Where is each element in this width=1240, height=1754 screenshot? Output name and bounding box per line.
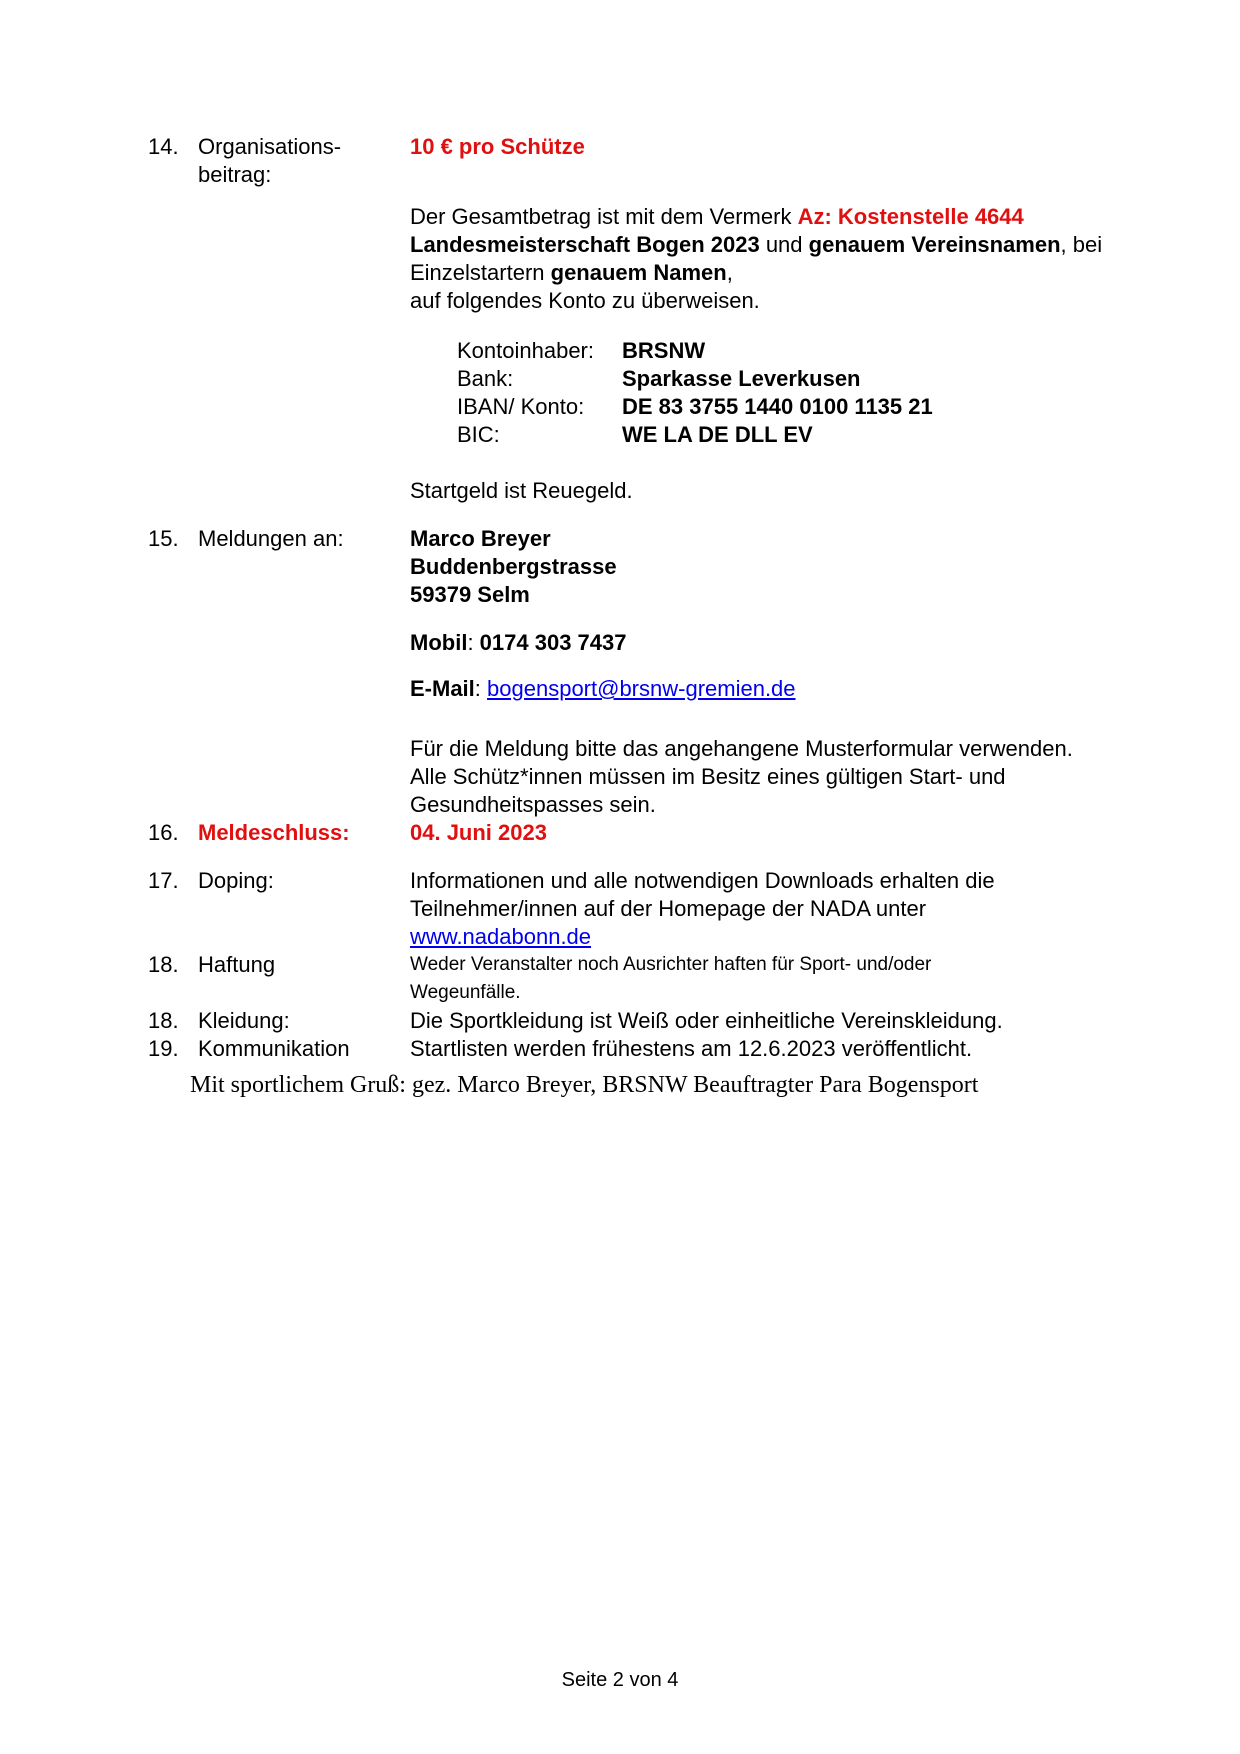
doping-info — [410, 867, 1150, 951]
mobile-number: 0174 303 7437 — [479, 630, 627, 655]
payment-reference: Az: Kostenstelle 4644 — [797, 204, 1024, 229]
doping-info-line2: Teilnehmer/innen auf der Homepage der NADA unter — [410, 896, 927, 921]
item-15-row — [0, 525, 1240, 609]
nada-link[interactable]: www.nadabonn.de — [410, 924, 592, 949]
item-18b-label: Kleidung: — [198, 1008, 290, 1033]
payment-line-4: auf folgendes Konto zu überweisen. — [410, 288, 760, 313]
item-14-label-line1: Organisations- — [198, 134, 342, 159]
account-holder-label: Kontoinhaber: — [457, 338, 594, 363]
item-18b-number: 18. — [148, 1008, 179, 1033]
registration-note-line2: Alle Schütz*innen müssen im Besitz eines gültigen Start- und — [410, 764, 1006, 789]
club-name-note: genauem Vereinsnamen — [808, 232, 1061, 257]
item-16-row — [0, 819, 1240, 847]
item-18a-row — [0, 951, 1240, 1007]
communication-text: Startlisten werden frühestens am 12.6.2023 veröffentlicht. — [410, 1036, 973, 1061]
item-17-row — [0, 867, 1240, 951]
email-line — [410, 675, 1150, 703]
item-18a-label: Haftung — [198, 952, 276, 977]
item-17-number: 17. — [148, 868, 179, 893]
payment-line-3-text: Einzelstartern — [410, 260, 551, 285]
page-footer — [0, 1666, 1240, 1694]
startgeld-note: Startgeld ist Reuegeld. — [410, 478, 633, 503]
mobile-line — [410, 629, 1150, 657]
item-16-number: 16. — [148, 820, 179, 845]
liability-line1: Weder Veranstalter noch Ausrichter haften für Sport- und/oder — [410, 954, 932, 975]
item-14-number: 14. — [148, 134, 179, 159]
registration-note-line1: Für die Meldung bitte das angehangene Musterformular verwenden. — [410, 736, 1073, 761]
contact-city: 59379 Selm — [410, 582, 530, 607]
payment-line-2 — [410, 231, 1150, 259]
document-body — [0, 133, 1240, 1099]
item-14-fee — [410, 133, 1150, 161]
email-separator: : — [474, 676, 488, 701]
item-15-label: Meldungen an: — [198, 526, 344, 551]
item-14-row — [0, 133, 1240, 189]
bic-value: WE LA DE DLL EV — [622, 422, 813, 447]
item-19-number: 19. — [148, 1036, 179, 1061]
payment-line-3 — [410, 259, 1150, 287]
exact-name-note: genauem Namen — [550, 260, 727, 285]
mobile-separator: : — [467, 630, 480, 655]
bank-row-iban — [457, 393, 1240, 421]
bank-details — [457, 337, 1240, 449]
bank-row-bank — [457, 365, 1240, 393]
bank-name-label: Bank: — [457, 366, 514, 391]
item-15-number: 15. — [148, 526, 179, 551]
item-19-label: Kommunikation — [198, 1036, 350, 1061]
item-14-label — [198, 133, 410, 189]
mobile-label: Mobil — [410, 630, 468, 655]
fee-amount: 10 € pro Schütze — [410, 134, 585, 159]
account-holder-value: BRSNW — [622, 338, 706, 363]
clothing-text: Die Sportkleidung ist Weiß oder einheitliche Vereinskleidung. — [410, 1008, 1003, 1033]
contact-address — [410, 525, 1150, 609]
item-19-row — [0, 1035, 1240, 1063]
event-name: Landesmeisterschaft Bogen 2023 — [410, 232, 760, 257]
page-number-indicator: Seite 2 von 4 — [561, 1669, 679, 1691]
payment-line-3-tail: , — [726, 260, 733, 285]
payment-paragraph — [410, 203, 1150, 315]
deadline-date: 04. Juni 2023 — [410, 820, 547, 845]
payment-line-2-sep: und — [759, 232, 809, 257]
iban-value: DE 83 3755 1440 0100 1135 21 — [622, 394, 933, 419]
bank-row-account-holder — [457, 337, 1240, 365]
bank-name-value: Sparkasse Leverkusen — [622, 366, 861, 391]
liability-line2: Wegeunfälle. — [410, 982, 521, 1003]
bank-row-bic — [457, 421, 1240, 449]
item-16-label: Meldeschluss: — [198, 820, 350, 845]
email-label: E-Mail — [410, 676, 475, 701]
item-14-label-line2: beitrag: — [198, 162, 272, 187]
nada-link-wrap — [410, 923, 1150, 951]
item-17-label: Doping: — [198, 868, 274, 893]
bic-label: BIC: — [457, 422, 500, 447]
deadline-value-wrap — [410, 819, 1150, 847]
contact-name: Marco Breyer — [410, 526, 551, 551]
registration-note — [410, 735, 1150, 819]
email-link[interactable]: bogensport@brsnw-gremien.de — [487, 676, 796, 701]
payment-line-1 — [410, 203, 1150, 231]
iban-label: IBAN/ Konto: — [457, 394, 585, 419]
contact-street: Buddenbergstrasse — [410, 554, 617, 579]
item-18b-row — [0, 1007, 1240, 1035]
item-18a-number: 18. — [148, 952, 179, 977]
liability-text — [410, 951, 1150, 1007]
signature-line: Mit sportlichem Gruß: gez. Marco Breyer, BRSNW Beauftragter Para Bogensport — [190, 1072, 979, 1098]
payment-line-1-text: Der Gesamtbetrag ist mit dem Vermerk — [410, 204, 798, 229]
payment-line-2-tail: , bei — [1060, 232, 1103, 257]
registration-note-line3: Gesundheitspasses sein. — [410, 792, 656, 817]
doping-info-line1: Informationen und alle notwendigen Downloads erhalten die — [410, 868, 995, 893]
